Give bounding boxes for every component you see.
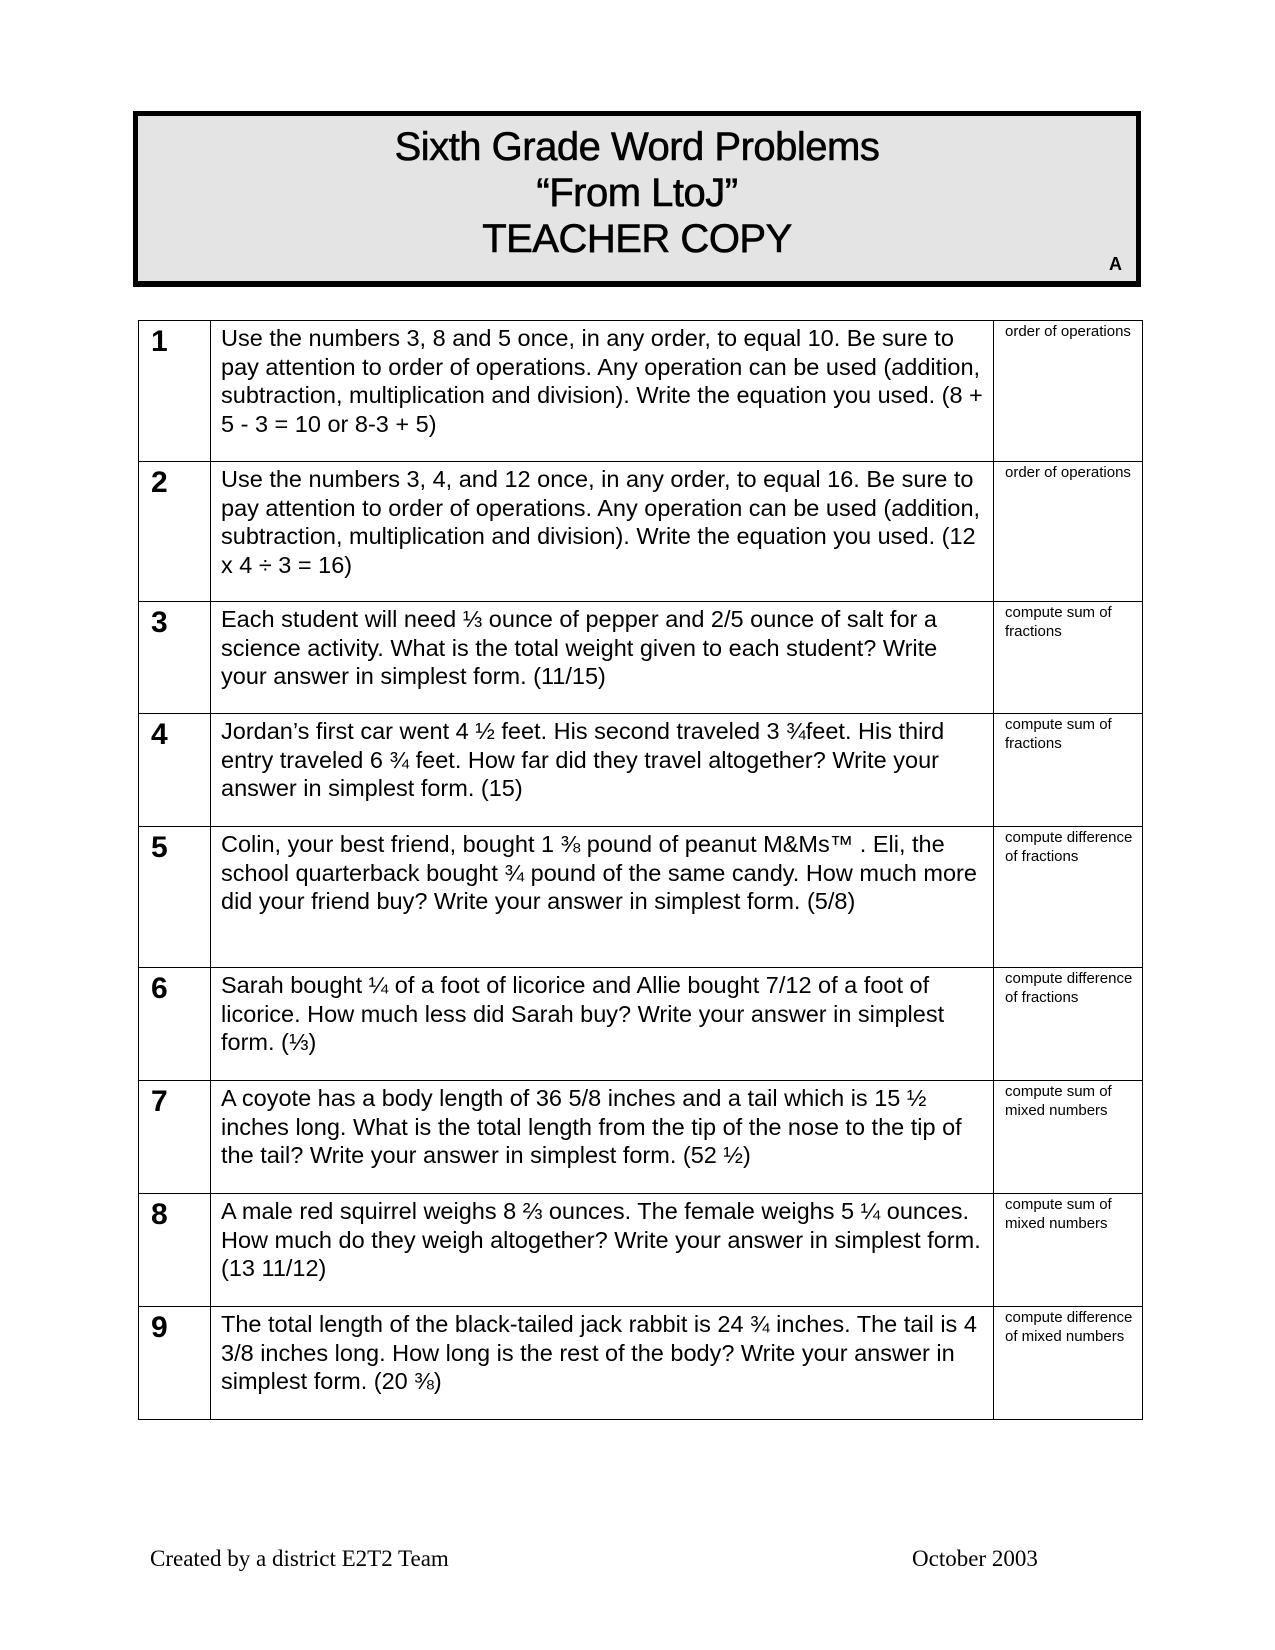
problem-text: The total length of the black-tailed jack rabbit is 24 ¾ inches. The tail is 4 3/8 inches long. How long is the rest of the body? Write your answer in simplest form. (20 ⅜) [211, 1307, 994, 1420]
title-line-3: TEACHER COPY [482, 217, 792, 261]
problem-text: A coyote has a body length of 36 5/8 inches and a tail which is 15 ½ inches long. What is the total length from the tip of the nose to the tip of the tail? Write your answer in simplest form. (52 ½) [211, 1081, 994, 1194]
problem-topic: compute difference of fractions [994, 968, 1143, 1081]
table-row [139, 321, 1143, 462]
table-row [139, 827, 1143, 968]
problem-text: Each student will need ⅓ ounce of pepper and 2/5 ounce of salt for a science activity. What is the total weight given to each student? Write your answer in simplest form. (11/15) [211, 602, 994, 714]
table-row [139, 462, 1143, 602]
problem-text: Use the numbers 3, 4, and 12 once, in any order, to equal 16. Be sure to pay attention to order of operations. Any operation can be used (addition, subtraction, multiplication and division). Write the equation you used. (12 x 4 ÷ 3 = 16) [211, 462, 994, 602]
problem-topic: compute sum of fractions [994, 714, 1143, 827]
problem-topic: compute sum of mixed numbers [994, 1081, 1143, 1194]
table-row [139, 1307, 1143, 1420]
title-line-2: “From LtoJ” [536, 171, 738, 215]
title-line-1: Sixth Grade Word Problems [394, 125, 880, 169]
problem-number: 8 [139, 1194, 211, 1307]
problem-number: 5 [139, 827, 211, 968]
problem-topic: order of operations [994, 462, 1143, 602]
problem-topic: compute difference of fractions [994, 827, 1143, 968]
footer-date: October 2003 [912, 1546, 1038, 1571]
problem-text: A male red squirrel weighs 8 ⅔ ounces. The female weighs 5 ¼ ounces. How much do they weigh altogether? Write your answer in simplest form. (13 11/12) [211, 1194, 994, 1307]
problem-number: 3 [139, 602, 211, 714]
table-row [139, 1194, 1143, 1307]
footer-credit: Created by a district E2T2 Team [150, 1546, 449, 1571]
problems-table [138, 320, 1143, 1420]
title-box [133, 111, 1141, 287]
problem-number: 7 [139, 1081, 211, 1194]
problem-number: 1 [139, 321, 211, 462]
problem-number: 4 [139, 714, 211, 827]
problem-number: 6 [139, 968, 211, 1081]
problem-number: 2 [139, 462, 211, 602]
problem-text: Jordan’s first car went 4 ½ feet. His second traveled 3 ¾feet. His third entry traveled 6 ¾ feet. How far did they travel altogether? Write your answer in simplest form. (15) [211, 714, 994, 827]
version-letter: A [1109, 254, 1122, 274]
problem-topic: order of operations [994, 321, 1143, 462]
table-row [139, 1081, 1143, 1194]
problem-topic: compute difference of mixed numbers [994, 1307, 1143, 1420]
problem-topic: compute sum of fractions [994, 602, 1143, 714]
problem-text: Colin, your best friend, bought 1 ⅜ pound of peanut M&Ms™ . Eli, the school quarterback bought ¾ pound of the same candy. How much more did your friend buy? Write your answer in simplest form. (5/8) [211, 827, 994, 968]
problem-text: Sarah bought ¼ of a foot of licorice and Allie bought 7/12 of a foot of licorice. How much less did Sarah buy? Write your answer in simplest form. (⅓) [211, 968, 994, 1081]
problem-topic: compute sum of mixed numbers [994, 1194, 1143, 1307]
problem-number: 9 [139, 1307, 211, 1420]
problem-text: Use the numbers 3, 8 and 5 once, in any order, to equal 10. Be sure to pay attention to order of operations. Any operation can be used (addition, subtraction, multiplication and division). Write the equation you used. (8 + 5 - 3 = 10 or 8-3 + 5) [211, 321, 994, 462]
table-row [139, 968, 1143, 1081]
table-row [139, 602, 1143, 714]
table-row [139, 714, 1143, 827]
